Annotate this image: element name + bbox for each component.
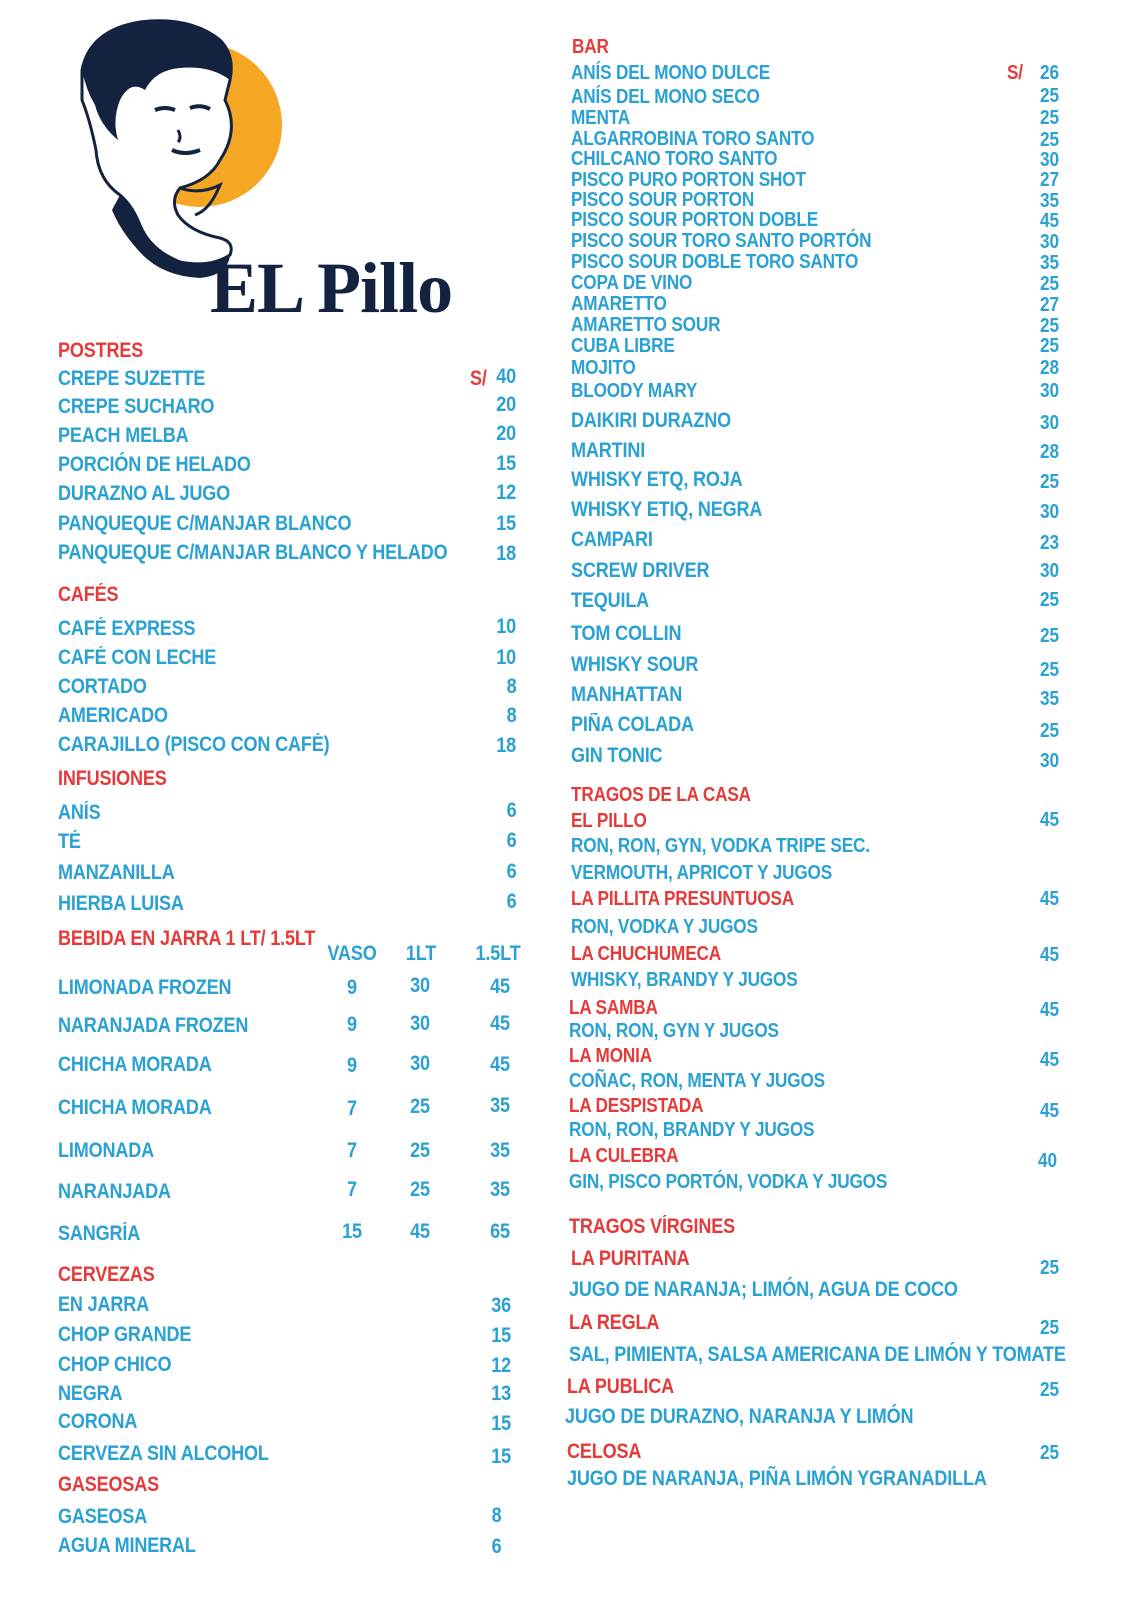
menu-item-name: AGUA MINERAL	[58, 1534, 196, 1557]
drink-description: RON, RON, GYN Y JUGOS	[569, 1020, 779, 1042]
price-vaso: 9	[347, 1054, 357, 1077]
menu-item-price: 25	[1040, 107, 1059, 129]
price-15lt: 35	[490, 1094, 510, 1117]
menu-item-price: 25	[1040, 315, 1059, 337]
menu-item-price: 27	[1040, 169, 1059, 191]
menu-item-price: 15	[496, 512, 516, 535]
price-1lt: 45	[410, 1220, 430, 1243]
menu-item-price: 36	[491, 1294, 511, 1317]
price-1lt: 30	[410, 974, 430, 997]
menu-item-price: 40	[496, 365, 516, 388]
menu-item-name: PIÑA COLADA	[571, 713, 694, 736]
menu-item-name: ALGARROBINA TORO SANTO	[571, 128, 815, 150]
drink-description: WHISKY, BRANDY Y JUGOS	[571, 969, 798, 991]
menu-item-name: CAFÉ EXPRESS	[58, 617, 196, 640]
drink-price: 45	[1040, 1049, 1059, 1071]
menu-item-name: CORONA	[58, 1410, 138, 1433]
menu-item-price: 6	[491, 1535, 501, 1558]
drink-name: LA SAMBA	[569, 997, 658, 1019]
column-header-15lt: 1.5LT	[475, 942, 521, 965]
menu-item-name: SCREW DRIVER	[571, 559, 710, 582]
menu-item-name: CHOP GRANDE	[58, 1323, 192, 1346]
menu-item-name: CUBA LIBRE	[571, 335, 675, 357]
menu-item-name: TÉ	[58, 830, 81, 853]
menu-item-price: 15	[491, 1324, 511, 1347]
drink-price: 25	[1040, 1379, 1059, 1401]
menu-item-name: CREPE SUCHARO	[58, 395, 215, 418]
menu-item-price: 35	[1040, 688, 1059, 710]
menu-item-name: LIMONADA FROZEN	[58, 976, 232, 999]
menu-item-name: MARTINI	[571, 439, 646, 462]
menu-item-name: PISCO SOUR TORO SANTO PORTÓN	[571, 230, 872, 252]
infusiones-title: INFUSIONES	[58, 767, 167, 790]
menu-item-price: 18	[496, 734, 516, 757]
price-15lt: 45	[490, 1012, 510, 1035]
column-header-1lt: 1LT	[405, 942, 437, 965]
menu-item-price: 6	[506, 799, 516, 822]
menu-item-price: 25	[1040, 589, 1059, 611]
menu-item-name: NARANJADA	[58, 1180, 171, 1203]
drink-description: VERMOUTH, APRICOT Y JUGOS	[571, 862, 833, 884]
cafes-title: CAFÉS	[58, 583, 119, 606]
menu-item-name: EN JARRA	[58, 1293, 149, 1316]
drink-name: LA DESPISTADA	[569, 1095, 704, 1117]
drink-price: 25	[1040, 1257, 1059, 1279]
postres-currency: S/	[470, 367, 487, 390]
menu-item-name: MANHATTAN	[571, 683, 683, 706]
menu-item-name: CHICHA MORADA	[58, 1053, 212, 1076]
menu-item-name: SANGRÍA	[58, 1222, 141, 1245]
menu-item-price: 15	[491, 1412, 511, 1435]
menu-item-name: ANÍS DEL MONO SECO	[571, 86, 760, 108]
price-vaso: 7	[347, 1178, 357, 1201]
menu-item-name: COPA DE VINO	[571, 272, 693, 294]
menu-item-price: 6	[506, 829, 516, 852]
brand-name: EL Pillo	[210, 248, 453, 328]
menu-item-name: ANÍS	[58, 801, 101, 824]
menu-item-price: 30	[1040, 380, 1059, 402]
price-1lt: 30	[410, 1012, 430, 1035]
price-vaso: 7	[347, 1139, 357, 1162]
menu-item-price: 35	[1040, 252, 1059, 274]
gaseosas-title: GASEOSAS	[58, 1473, 159, 1496]
price-15lt: 45	[490, 975, 510, 998]
drink-name: LA CHUCHUMECA	[571, 943, 722, 965]
menu-item-name: CAMPARI	[571, 528, 653, 551]
menu-item-price: 25	[1040, 471, 1059, 493]
drink-description: SAL, PIMIENTA, SALSA AMERICANA DE LIMÓN Y TOMATE	[569, 1343, 1066, 1366]
cervezas-title: CERVEZAS	[58, 1263, 155, 1286]
menu-item-price: 25	[1040, 129, 1059, 151]
drink-price: 45	[1040, 809, 1059, 831]
menu-item-name: BLOODY MARY	[571, 380, 698, 402]
menu-item-name: CORTADO	[58, 675, 147, 698]
drink-name: LA CULEBRA	[569, 1145, 679, 1167]
menu-item-name: AMARETTO SOUR	[571, 314, 721, 336]
menu-item-name: WHISKY ETIQ, NEGRA	[571, 498, 763, 521]
menu-item-name: WHISKY ETQ, ROJA	[571, 468, 743, 491]
menu-item-name: PISCO SOUR PORTON	[571, 189, 755, 211]
menu-item-name: LIMONADA	[58, 1139, 154, 1162]
price-1lt: 30	[410, 1052, 430, 1075]
menu-item-price: 12	[496, 481, 516, 504]
menu-item-name: DAIKIRI DURAZNO	[571, 409, 731, 432]
menu-item-price: 6	[506, 860, 516, 883]
menu-item-price: 15	[496, 452, 516, 475]
menu-item-name: NARANJADA FROZEN	[58, 1014, 249, 1037]
drink-name: LA REGLA	[569, 1311, 660, 1334]
menu-item-name: CAFÉ CON LECHE	[58, 646, 217, 669]
menu-item-price: 30	[1040, 412, 1059, 434]
price-vaso: 7	[347, 1097, 357, 1120]
menu-item-price: 30	[1040, 501, 1059, 523]
menu-item-price: 28	[1040, 441, 1059, 463]
drink-price: 40	[1038, 1150, 1057, 1172]
menu-item-name: PEACH MELBA	[58, 424, 189, 447]
drink-price: 45	[1040, 888, 1059, 910]
menu-item-price: 25	[1040, 335, 1059, 357]
drink-description: COÑAC, RON, MENTA Y JUGOS	[569, 1070, 825, 1092]
drink-description: JUGO DE NARANJA, PIÑA LIMÓN YGRANADILLA	[567, 1467, 987, 1490]
menu-item-name: CERVEZA SIN ALCOHOL	[58, 1442, 269, 1465]
menu-item-price: 10	[496, 646, 516, 669]
menu-item-price: 30	[1040, 560, 1059, 582]
column-header-vaso: VASO	[327, 942, 377, 965]
menu-item-price: 8	[506, 675, 516, 698]
menu-item-price: 28	[1040, 357, 1059, 379]
menu-item-name: PISCO PURO PORTON SHOT	[571, 169, 806, 191]
menu-item-name: HIERBA LUISA	[58, 892, 184, 915]
menu-item-name: WHISKY SOUR	[571, 653, 699, 676]
drink-description: RON, VODKA Y JUGOS	[571, 916, 758, 938]
menu-item-price: 23	[1040, 532, 1059, 554]
drink-description: RON, RON, BRANDY Y JUGOS	[569, 1119, 815, 1141]
drink-description: JUGO DE NARANJA; LIMÓN, AGUA DE COCO	[569, 1278, 958, 1301]
price-vaso: 9	[347, 1013, 357, 1036]
price-15lt: 35	[490, 1139, 510, 1162]
drink-name: LA PILLITA PRESUNTUOSA	[571, 888, 795, 910]
drink-name: CELOSA	[567, 1440, 642, 1463]
menu-item-name: MANZANILLA	[58, 861, 175, 884]
drink-price: 25	[1040, 1317, 1059, 1339]
price-15lt: 65	[490, 1220, 510, 1243]
menu-item-price: 25	[1040, 85, 1059, 107]
price-1lt: 25	[410, 1178, 430, 1201]
menu-item-name: TOM COLLIN	[571, 622, 682, 645]
menu-item-name: AMARETTO	[571, 293, 667, 315]
menu-item-name: GASEOSA	[58, 1505, 148, 1528]
menu-item-price: 8	[506, 704, 516, 727]
menu-item-name: MENTA	[571, 107, 631, 129]
price-15lt: 35	[490, 1178, 510, 1201]
menu-item-name: TEQUILA	[571, 589, 650, 612]
bar-title: BAR	[572, 36, 609, 58]
menu-item-price: 25	[1040, 720, 1059, 742]
drink-description: GIN, PISCO PORTÓN, VODKA Y JUGOS	[569, 1171, 888, 1193]
price-1lt: 25	[410, 1139, 430, 1162]
menu-item-name: PORCIÓN DE HELADO	[58, 453, 251, 476]
menu-item-name: NEGRA	[58, 1382, 123, 1405]
bar-currency: S/	[1007, 62, 1023, 84]
menu-item-price: 25	[1040, 273, 1059, 295]
menu-item-name: MOJITO	[571, 357, 636, 379]
drink-description: JUGO DE DURAZNO, NARANJA Y LIMÓN	[565, 1405, 914, 1428]
menu-item-price: 30	[1040, 149, 1059, 171]
menu-item-price: 35	[1040, 190, 1059, 212]
postres-title: POSTRES	[58, 339, 144, 362]
drink-price: 45	[1040, 1100, 1059, 1122]
drink-name: LA PURITANA	[571, 1247, 690, 1270]
menu-item-name: CHOP CHICO	[58, 1353, 172, 1376]
menu-item-name: PISCO SOUR DOBLE TORO SANTO	[571, 251, 859, 273]
menu-item-name: CREPE SUZETTE	[58, 367, 206, 390]
drink-name: EL PILLO	[571, 810, 647, 832]
price-vaso: 15	[342, 1220, 362, 1243]
drink-price: 45	[1040, 944, 1059, 966]
menu-item-price: 25	[1040, 659, 1059, 681]
menu-item-price: 8	[491, 1504, 501, 1527]
price-15lt: 45	[490, 1053, 510, 1076]
menu-item-name: PANQUEQUE C/MANJAR BLANCO Y HELADO	[58, 541, 448, 564]
menu-item-price: 25	[1040, 625, 1059, 647]
drink-price: 45	[1040, 999, 1059, 1021]
menu-item-price: 15	[491, 1445, 511, 1468]
menu-item-price: 20	[496, 422, 516, 445]
menu-item-name: ANÍS DEL MONO DULCE	[571, 62, 771, 84]
menu-item-price: 26	[1040, 62, 1059, 84]
menu-item-price: 30	[1040, 231, 1059, 253]
menu-item-price: 45	[1040, 210, 1059, 232]
menu-item-name: AMERICADO	[58, 704, 168, 727]
menu-item-price: 18	[496, 542, 516, 565]
menu-item-price: 6	[506, 890, 516, 913]
jarra-title: BEBIDA EN JARRA 1 LT/ 1.5LT	[58, 927, 316, 950]
menu-item-name: CHICHA MORADA	[58, 1096, 212, 1119]
menu-item-price: 27	[1040, 294, 1059, 316]
menu-item-name: PISCO SOUR PORTON DOBLE	[571, 209, 819, 231]
menu-item-name: CARAJILLO (PISCO CON CAFÉ)	[58, 733, 330, 756]
menu-item-price: 10	[496, 615, 516, 638]
menu-item-name: DURAZNO AL JUGO	[58, 482, 231, 505]
drink-description: RON, RON, GYN, VODKA TRIPE SEC.	[571, 835, 870, 857]
drink-price: 25	[1040, 1442, 1059, 1464]
price-1lt: 25	[410, 1095, 430, 1118]
drink-name: LA MONIA	[569, 1045, 653, 1067]
menu-item-name: CHILCANO TORO SANTO	[571, 148, 778, 170]
menu-item-price: 13	[491, 1382, 511, 1405]
drink-name: LA PUBLICA	[567, 1375, 674, 1398]
virgenes-title: TRAGOS VÍRGINES	[569, 1215, 736, 1238]
casa-title: TRAGOS DE LA CASA	[571, 784, 751, 806]
menu-item-price: 20	[496, 393, 516, 416]
menu-item-name: GIN TONIC	[571, 744, 663, 767]
menu-item-price: 30	[1040, 750, 1059, 772]
price-vaso: 9	[347, 976, 357, 999]
menu-item-name: PANQUEQUE C/MANJAR BLANCO	[58, 512, 352, 535]
menu-item-price: 12	[491, 1354, 511, 1377]
